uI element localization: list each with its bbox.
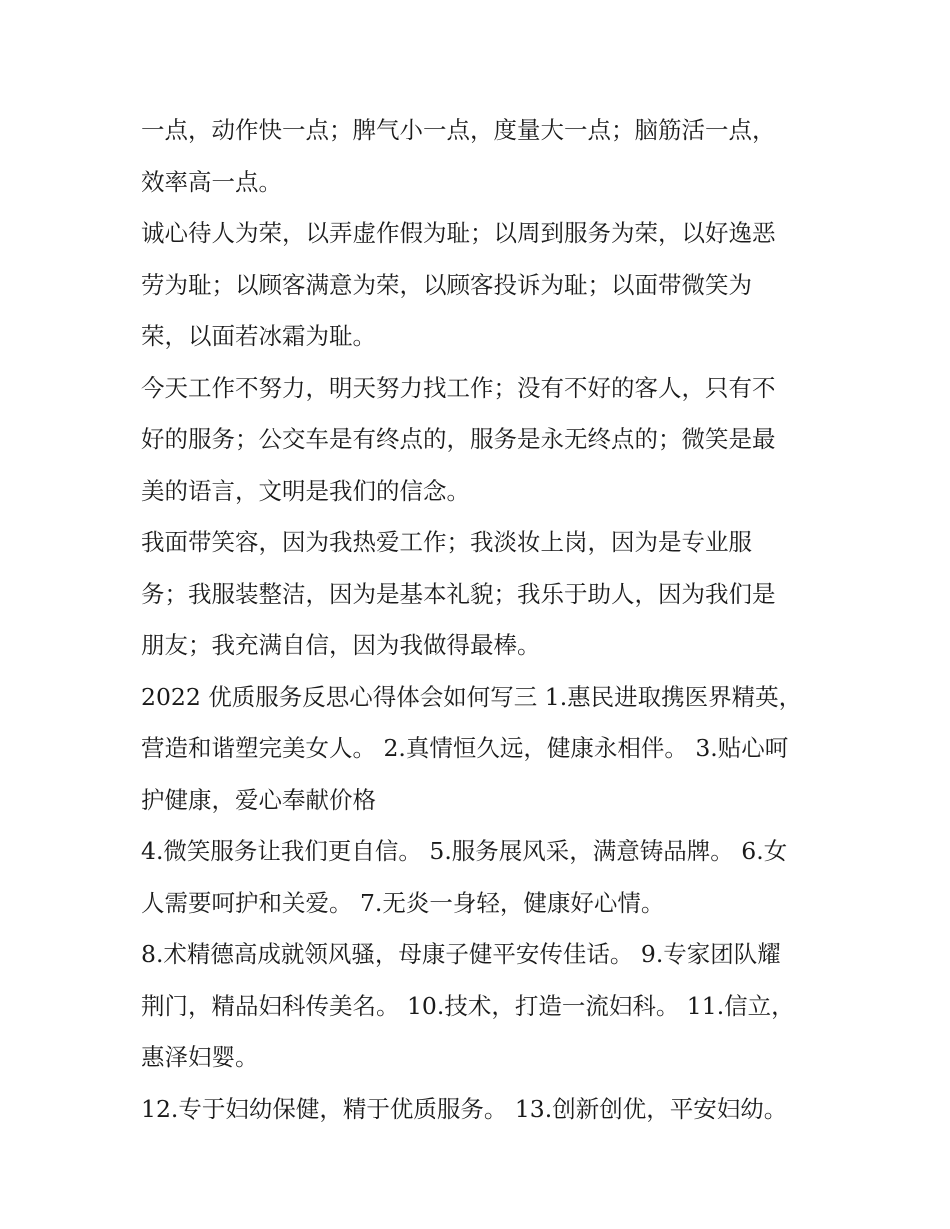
paragraph-7	[141, 929, 817, 1084]
text-line: 12.专于妇幼保健，精于优质服务。 13.创新创优，平安妇幼。	[141, 1094, 788, 1123]
text-line: 我面带笑容，因为我热爱工作；我淡妆上岗，因为是专业服	[141, 528, 752, 556]
text-line: 朋友；我充满自信，因为我做得最棒。	[141, 631, 541, 659]
text-line: 一点，动作快一点；脾气小一点，度量大一点；脑筋活一点，	[141, 116, 776, 144]
text-line: 荆门，精品妇科传美名。 10.技术，打造一流妇科。 11.信立，	[141, 991, 795, 1020]
text-line: 惠泽妇婴。	[141, 1043, 259, 1071]
text-line: 诚心待人为荣，以弄虚作假为耻；以周到服务为荣，以好逸恶	[141, 219, 776, 247]
text-line: 营造和谐塑完美女人。 2.真情恒久远，健康永相伴。 3.贴心呵	[141, 734, 789, 762]
text-line: 8.术精德高成就领风骚，母康子健平安传佳话。 9.专家团队耀	[141, 940, 781, 968]
document-body	[141, 105, 817, 1135]
text-line: 荣，以面若冰霜为耻。	[141, 322, 376, 350]
text-line: 今天工作不努力，明天努力找工作；没有不好的客人，只有不	[141, 373, 776, 402]
paragraph-2	[141, 208, 817, 363]
text-line: 4.微笑服务让我们更自信。 5.服务展风采，满意铸品牌。 6.女	[141, 837, 788, 865]
text-line: 2022 优质服务反思心得体会如何写三 1.惠民进取携医界精英，	[141, 682, 803, 711]
text-line: 效率高一点。	[141, 167, 282, 196]
paragraph-1	[141, 105, 817, 208]
text-line: 好的服务；公交车是有终点的，服务是永无终点的；微笑是最	[141, 425, 776, 453]
text-line: 劳为耻；以顾客满意为荣，以顾客投诉为耻；以面带微笑为	[141, 270, 752, 299]
paragraph-5	[141, 672, 817, 827]
text-line: 务；我服装整洁，因为是基本礼貌；我乐于助人，因为我们是	[141, 579, 776, 608]
paragraph-6	[141, 826, 817, 929]
text-line: 美的语言，文明是我们的信念。	[141, 476, 470, 505]
paragraph-8	[141, 1084, 817, 1136]
text-line: 护健康，爱心奉献价格	[141, 785, 376, 814]
text-line: 人需要呵护和关爱。 7.无炎一身轻，健康好心情。	[141, 888, 665, 917]
paragraph-3	[141, 363, 817, 518]
paragraph-4	[141, 517, 817, 672]
